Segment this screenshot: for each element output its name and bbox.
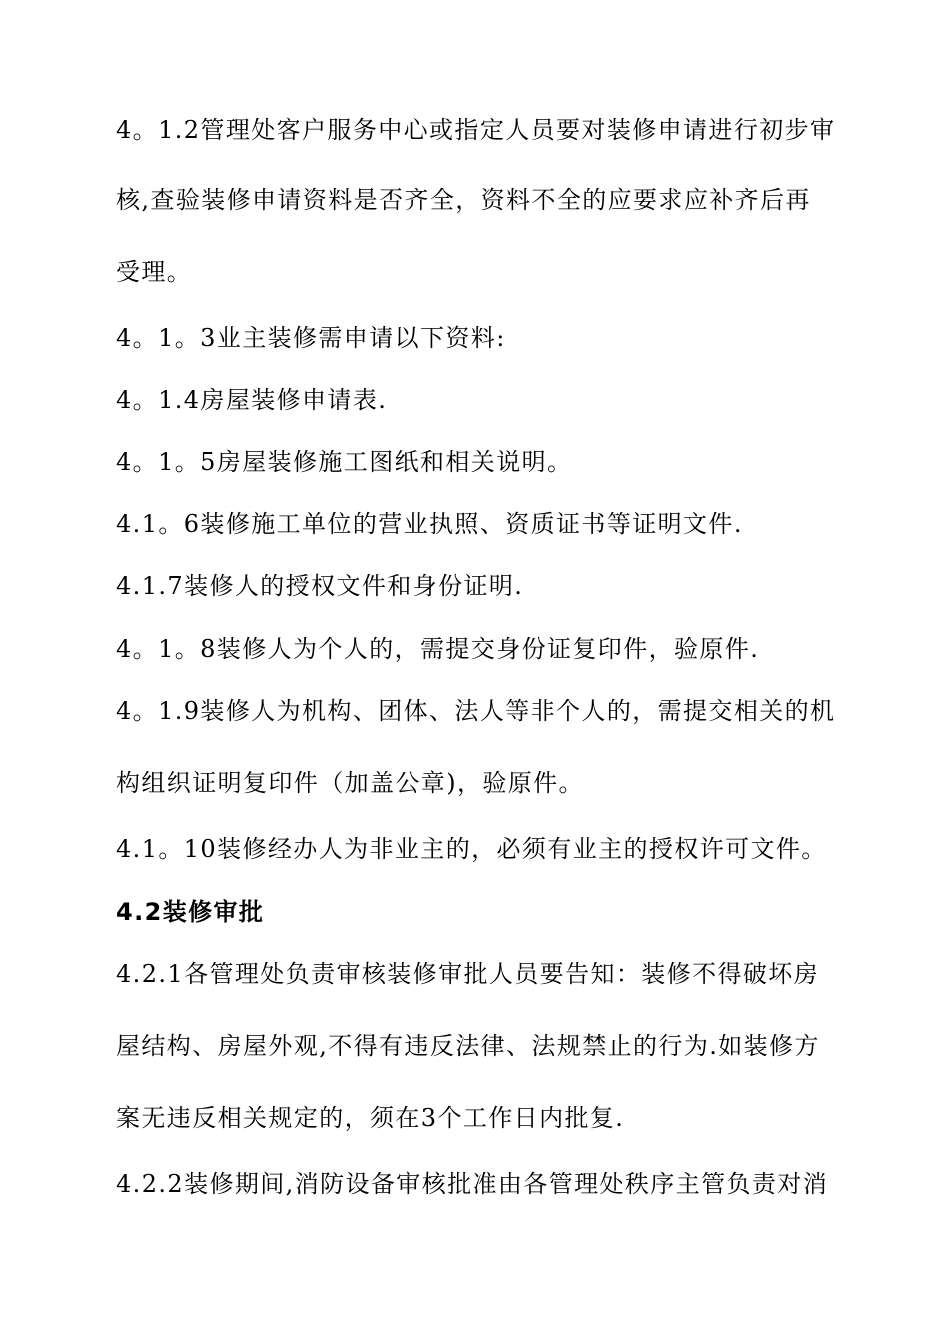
paragraph-line: 案无违反相关规定的，须在3个工作日内批复. xyxy=(116,1104,625,1132)
paragraph-line: 核,查验装修申请资料是否齐全，资料不全的应要求应补齐后再 xyxy=(116,186,811,214)
paragraph-line: 构组织证明复印件（加盖公章)，验原件。 xyxy=(116,769,584,797)
paragraph-line: 4.1.7装修人的授权文件和身份证明. xyxy=(116,572,524,600)
paragraph-line: 4。1.4房屋装修申请表. xyxy=(116,386,388,414)
paragraph-line: 4。1.9装修人为机构、团体、法人等非个人的，需提交相关的机 xyxy=(116,697,836,725)
paragraph-line: 屋结构、房屋外观,不得有违反法律、法规禁止的行为.如装修方 xyxy=(116,1032,820,1060)
paragraph-line: 4.2.1各管理处负责审核装修审批人员要告知：装修不得破坏房 xyxy=(116,960,820,988)
paragraph-line: 4。1。3业主装修需申请以下资料: xyxy=(116,324,506,352)
paragraph-line: 4。1.2管理处客户服务中心或指定人员要对装修申请进行初步审 xyxy=(116,116,836,144)
paragraph-line: 4.2.2装修期间,消防设备审核批准由各管理处秩序主管负责对消 xyxy=(116,1170,829,1198)
section-heading: 4.2装修审批 xyxy=(116,898,265,926)
paragraph-line: 4。1。8装修人为个人的，需提交身份证复印件，验原件. xyxy=(116,635,760,663)
paragraph-line: 4.1。10装修经办人为非业主的，必须有业主的授权许可文件。 xyxy=(116,835,827,863)
paragraph-line: 4.1。6装修施工单位的营业执照、资质证书等证明文件. xyxy=(116,510,743,538)
paragraph-line: 4。1。5房屋装修施工图纸和相关说明。 xyxy=(116,448,573,476)
paragraph-line: 受理。 xyxy=(116,258,193,286)
